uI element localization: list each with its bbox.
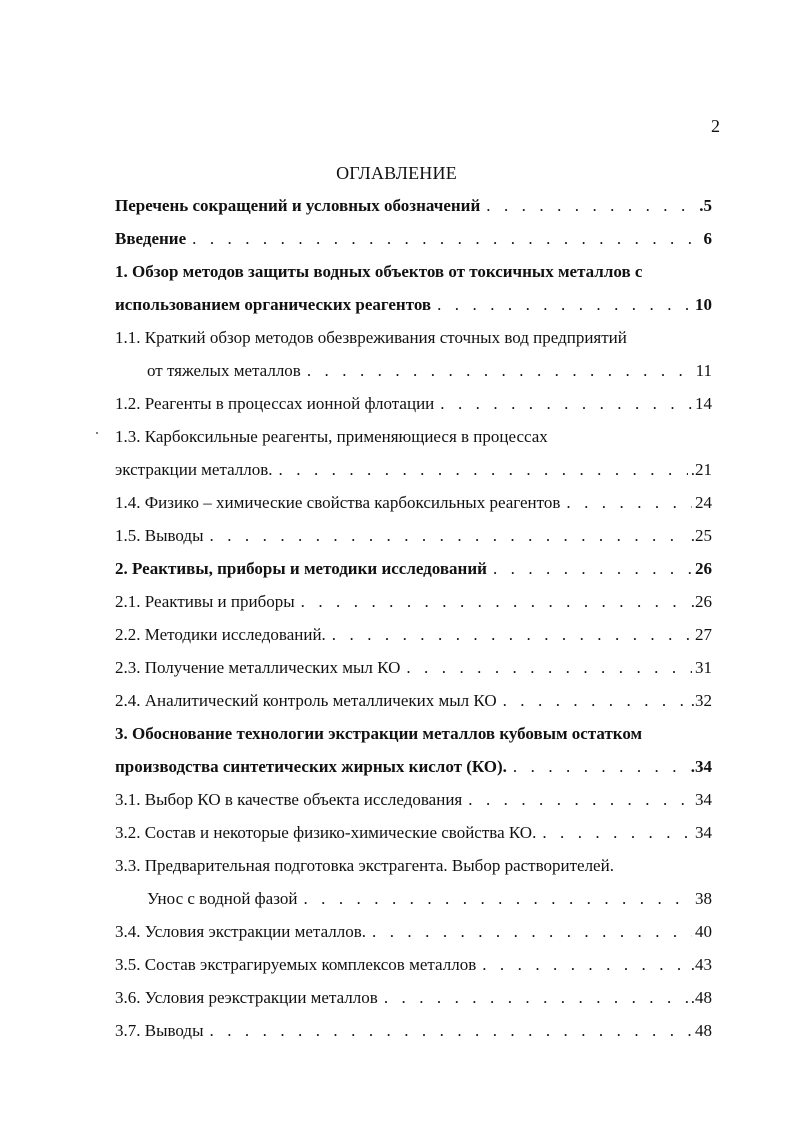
toc-entry	[115, 486, 712, 519]
toc-entry-title: 3.1. Выбор КО в качестве объекта исследования	[115, 790, 463, 809]
dot-leader	[513, 750, 688, 783]
toc-entry-page: 6	[703, 229, 712, 248]
toc-entry	[115, 453, 712, 486]
toc-entry	[115, 783, 712, 816]
page-number: 2	[711, 116, 720, 136]
toc-entry	[115, 882, 712, 915]
toc-entry	[115, 1014, 712, 1047]
toc-entry	[115, 948, 712, 981]
toc-entry	[115, 255, 712, 288]
toc-entry-title: 3.4. Условия экстракции металлов.	[115, 922, 367, 941]
dot-leader	[482, 948, 688, 981]
dot-leader	[542, 816, 692, 849]
toc-entry-title: Перечень сокращений и условных обозначений	[115, 196, 481, 215]
toc-entry-title: 3.6. Условия реэкстракции металлов	[115, 988, 378, 1007]
toc-entry-title: 2. Реактивы, приборы и методики исследований	[115, 559, 487, 578]
toc-entry-title: 3.7. Выводы	[115, 1021, 204, 1040]
toc-entry	[115, 519, 712, 552]
dot-leader	[503, 684, 688, 717]
dot-leader	[332, 618, 692, 651]
dot-leader	[493, 552, 692, 585]
scan-speck	[96, 432, 98, 434]
dot-leader	[486, 189, 696, 222]
toc-entry-title: 2.4. Аналитический контроль металличеких мыл КО	[115, 691, 497, 710]
toc-entry-page: .21	[690, 460, 712, 479]
toc-entry-title: использованием органических реагентов	[115, 295, 432, 314]
dot-leader	[303, 882, 692, 915]
toc-entry-title: 1.5. Выводы	[115, 526, 204, 545]
toc-entry-page: 24	[695, 493, 712, 512]
toc-entry	[115, 750, 712, 783]
toc-entry-page: 10	[695, 295, 712, 314]
toc-entry-title: 3.2. Состав и некоторые физико-химические свойства КО.	[115, 823, 537, 842]
toc-heading: ОГЛАВЛЕНИЕ	[336, 163, 457, 183]
dot-leader	[440, 387, 692, 420]
toc-entry-page: 48	[695, 1021, 712, 1040]
toc-entry-title: 2.3. Получение металлических мыл КО	[115, 658, 401, 677]
dot-leader	[301, 585, 688, 618]
toc-entry	[115, 915, 712, 948]
dot-leader	[192, 222, 700, 255]
toc-entry-page: 34	[695, 790, 712, 809]
toc-entry-page: .32	[690, 691, 712, 710]
toc-entry	[115, 849, 712, 882]
toc-entry	[115, 354, 712, 387]
toc-entry-title: 1.3. Карбоксильные реагенты, применяющиеся в процессах	[115, 427, 548, 446]
toc-entry-page: 40	[695, 922, 712, 941]
toc-entry	[115, 585, 712, 618]
toc-entry	[115, 321, 712, 354]
dot-leader	[279, 453, 688, 486]
toc-entry-title: 3.3. Предварительная подготовка экстрагента. Выбор растворителей.	[115, 856, 614, 875]
toc-entry	[115, 651, 712, 684]
dot-leader	[566, 486, 692, 519]
toc-entry-page: .25	[690, 526, 712, 545]
toc-entry-page: 27	[695, 625, 712, 644]
dot-leader	[210, 519, 688, 552]
toc-entry-page: 14	[695, 394, 712, 413]
toc-entry-title: Введение	[115, 229, 187, 248]
dot-leader	[437, 288, 692, 321]
toc-entry-page: .34	[690, 757, 712, 776]
toc-entry	[115, 684, 712, 717]
dot-leader	[372, 915, 692, 948]
toc-entry-title: 2.2. Методики исследований.	[115, 625, 326, 644]
toc-entry-title: 1. Обзор методов защиты водных объектов от токсичных металлов с	[115, 262, 643, 281]
toc-entry	[115, 189, 712, 222]
toc-entry-page: 11	[695, 361, 712, 380]
dot-leader	[307, 354, 693, 387]
toc-entry-page: 38	[695, 889, 712, 908]
toc-entry-title: 1.4. Физико – химические свойства карбоксильных реагентов	[115, 493, 561, 512]
toc-entry	[115, 222, 712, 255]
dot-leader	[468, 783, 692, 816]
toc-entry-page: .5	[699, 196, 712, 215]
toc-entry-page: .43	[690, 955, 712, 974]
toc-entry-title: 1.2. Реагенты в процессах ионной флотации	[115, 394, 435, 413]
toc-entry-page: 31	[695, 658, 712, 677]
dot-leader	[384, 981, 688, 1014]
toc-entry-page: .48	[690, 988, 712, 1007]
toc-entry	[115, 717, 712, 750]
toc-entry-page: 34	[695, 823, 712, 842]
toc-entry	[115, 816, 712, 849]
toc-entry-title: Унос с водной фазой	[147, 889, 298, 908]
toc-entry	[115, 552, 712, 585]
toc-entry	[115, 981, 712, 1014]
toc-entry-title: 1.1. Краткий обзор методов обезвреживания сточных вод предприятий	[115, 328, 627, 347]
table-of-contents	[115, 189, 712, 1047]
toc-entry-title: 2.1. Реактивы и приборы	[115, 592, 295, 611]
toc-entry	[115, 420, 712, 453]
toc-entry-title: 3.5. Состав экстрагируемых комплексов металлов	[115, 955, 477, 974]
toc-entry	[115, 288, 712, 321]
toc-entry-title: от тяжелых металлов	[147, 361, 301, 380]
dot-leader	[210, 1014, 692, 1047]
toc-entry-title: 3. Обоснование технологии экстракции металлов кубовым остатком	[115, 724, 643, 743]
toc-entry	[115, 387, 712, 420]
toc-entry-title: производства синтетических жирных кислот (КО).	[115, 757, 507, 776]
toc-entry-title: экстракции металлов.	[115, 460, 273, 479]
toc-entry	[115, 618, 712, 651]
dot-leader	[406, 651, 692, 684]
toc-entry-page: 26	[695, 559, 712, 578]
toc-entry-page: .26	[690, 592, 712, 611]
